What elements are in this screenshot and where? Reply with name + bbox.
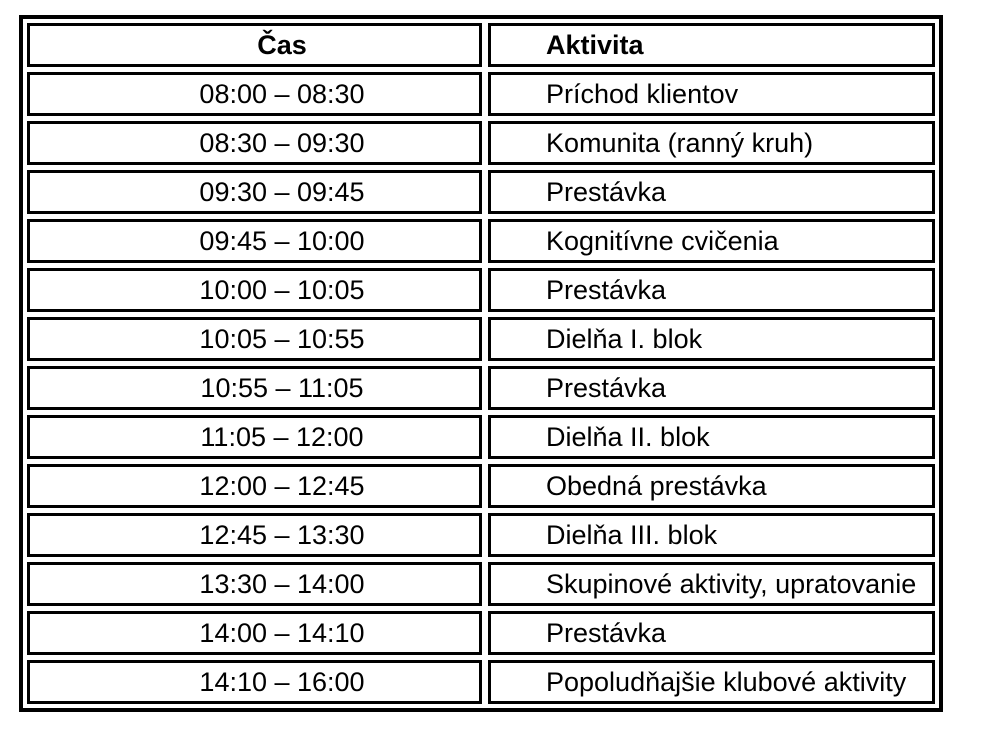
column-header-activity: Aktivita (488, 23, 935, 67)
table-row (27, 415, 935, 459)
activity-cell: Dielňa II. blok (488, 415, 935, 459)
time-cell: 10:00 – 10:05 (27, 268, 482, 312)
header-row (27, 23, 935, 67)
time-cell: 09:30 – 09:45 (27, 170, 482, 214)
table-body (27, 72, 935, 704)
table-row (27, 170, 935, 214)
time-cell: 13:30 – 14:00 (27, 562, 482, 606)
time-cell: 10:55 – 11:05 (27, 366, 482, 410)
activity-cell: Prestávka (488, 268, 935, 312)
column-header-time: Čas (27, 23, 482, 67)
table-row (27, 366, 935, 410)
time-cell: 12:00 – 12:45 (27, 464, 482, 508)
activity-cell: Prestávka (488, 170, 935, 214)
schedule-table (19, 15, 943, 712)
activity-cell: Obedná prestávka (488, 464, 935, 508)
table-row (27, 219, 935, 263)
table-row (27, 268, 935, 312)
table-row (27, 72, 935, 116)
table-row (27, 464, 935, 508)
table-row (27, 121, 935, 165)
activity-cell: Komunita (ranný kruh) (488, 121, 935, 165)
time-cell: 09:45 – 10:00 (27, 219, 482, 263)
table-row (27, 660, 935, 704)
table-row (27, 562, 935, 606)
activity-cell: Prestávka (488, 366, 935, 410)
activity-cell: Príchod klientov (488, 72, 935, 116)
activity-cell: Popoludňajšie klubové aktivity (488, 660, 935, 704)
time-cell: 08:00 – 08:30 (27, 72, 482, 116)
table-row (27, 611, 935, 655)
activity-cell: Skupinové aktivity, upratovanie (488, 562, 935, 606)
time-cell: 08:30 – 09:30 (27, 121, 482, 165)
time-cell: 14:10 – 16:00 (27, 660, 482, 704)
activity-cell: Prestávka (488, 611, 935, 655)
time-cell: 11:05 – 12:00 (27, 415, 482, 459)
time-cell: 12:45 – 13:30 (27, 513, 482, 557)
table-row (27, 513, 935, 557)
table-row (27, 317, 935, 361)
activity-cell: Dielňa III. blok (488, 513, 935, 557)
activity-cell: Kognitívne cvičenia (488, 219, 935, 263)
activity-cell: Dielňa I. blok (488, 317, 935, 361)
time-cell: 14:00 – 14:10 (27, 611, 482, 655)
time-cell: 10:05 – 10:55 (27, 317, 482, 361)
